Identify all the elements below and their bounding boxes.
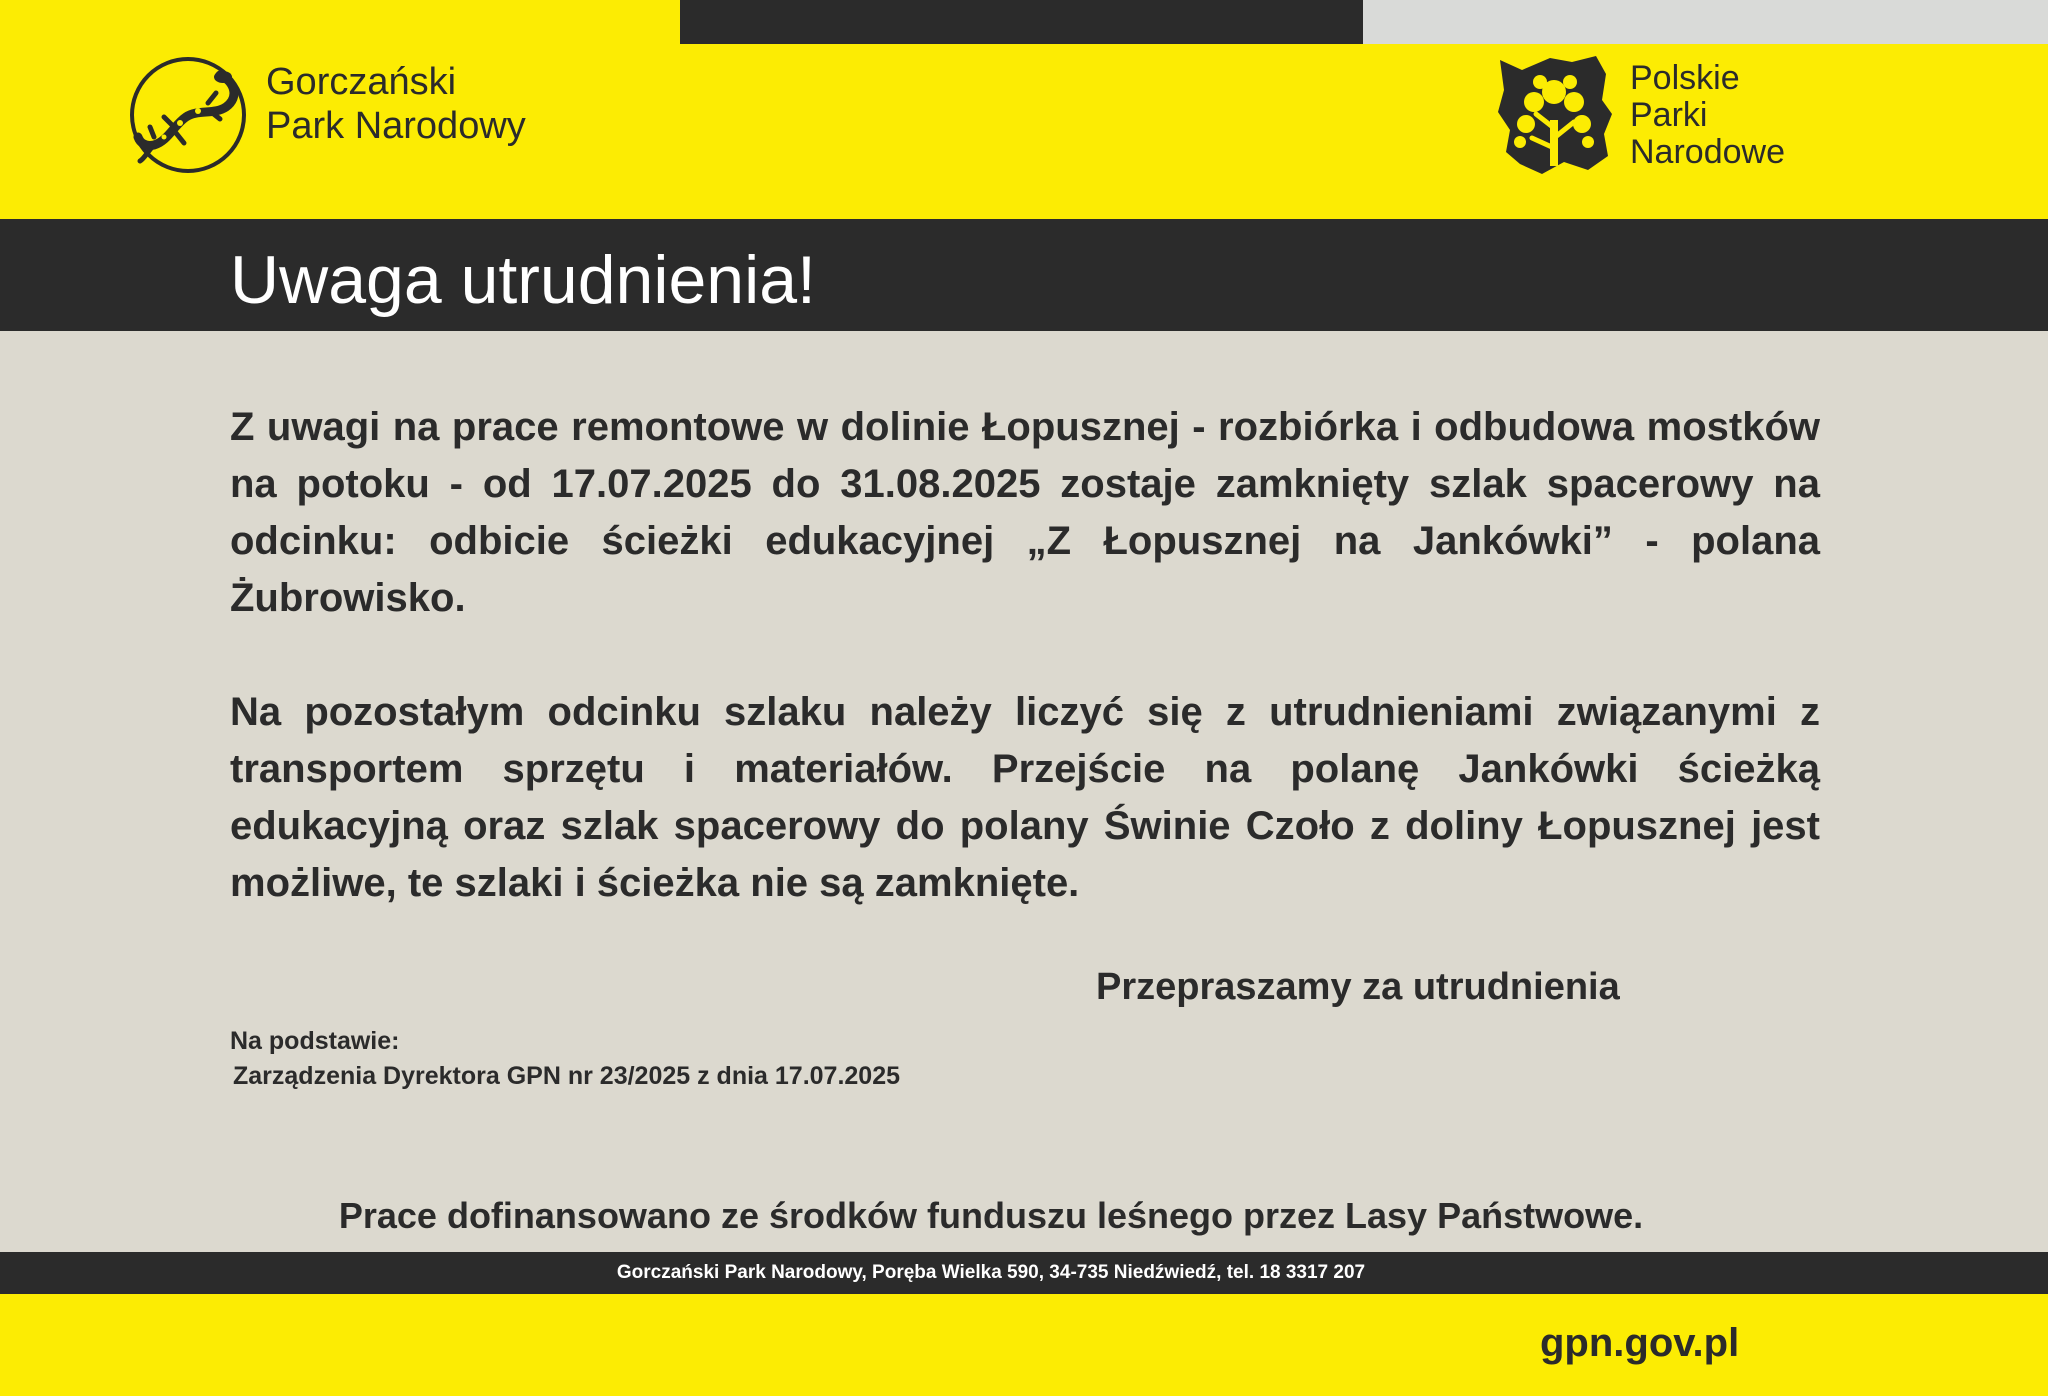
salamander-circle-icon <box>128 53 248 178</box>
park-name <box>266 60 526 148</box>
footer-address <box>0 1260 2048 1286</box>
notice-paragraph-2: Na pozostałym odcinku szlaku należy liczyć się z utrudnieniami związanymi z transportem sprzętu i materiałów. Przejście na polanę Jankówki ścieżką edukacyjną oraz szlak spacerowy do polany Świnie Czoło z doliny Łopusznej jest możliwe, te szlaki i ścieżka nie są zamknięte. <box>230 690 1820 905</box>
top-stripe-dark <box>680 0 1363 44</box>
apology-text: Przepraszamy za utrudnienia <box>1096 966 1620 1008</box>
park-name-line1: Gorczański <box>266 61 457 103</box>
ppn-name-line3: Narodowe <box>1630 133 1785 171</box>
funding-note <box>0 1192 2048 1240</box>
funding-text: Prace dofinansowano ze środków funduszu leśnego przez Lasy Państwowe. <box>338 1195 1644 1236</box>
address-text: Gorczański Park Narodowy, Poręba Wielka 590, 34-735 Niedźwiedź, tel. 18 3317 207 <box>616 1262 1366 1283</box>
ppn-name-line2: Parki <box>1630 96 1708 134</box>
park-name-line2: Park Narodowy <box>266 105 526 147</box>
notice-paragraph-1: Z uwagi na prace remontowe w dolinie Łopusznej - rozbiórka i odbudowa mostków na potoku - od 17.07.2025 do 31.08.2025 zostaje zamknięty szlak spacerowy na odcinku: odbicie ścieżki edukacyjnej „Z Łopusznej na Jankówki” - polana Żubrowisko. <box>230 405 1820 620</box>
basis-label: Na podstawie: <box>230 1027 400 1055</box>
footer-yellow-band <box>0 1294 2048 1396</box>
website-link[interactable]: gpn.gov.pl <box>1540 1321 1740 1365</box>
basis-text: Zarządzenia Dyrektora GPN nr 23/2025 z dnia 17.07.2025 <box>233 1062 901 1090</box>
top-stripe-light <box>1363 0 2048 44</box>
page-title: Uwaga utrudnienia! <box>230 242 816 318</box>
ppn-name <box>1630 60 1785 171</box>
ppn-name-line1: Polskie <box>1630 59 1740 97</box>
tree-shield-icon <box>1492 52 1618 180</box>
